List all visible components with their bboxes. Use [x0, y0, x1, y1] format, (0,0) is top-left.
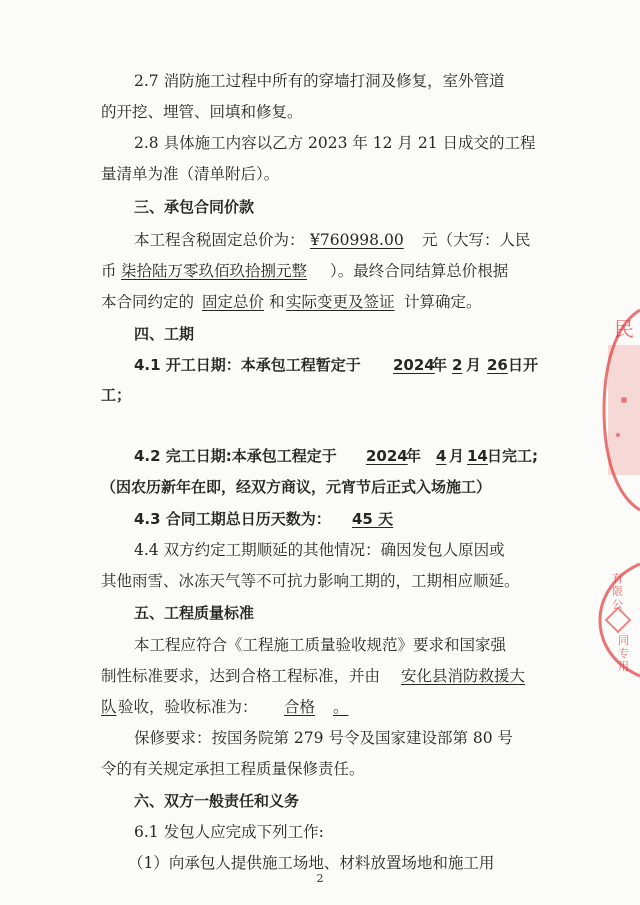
- acceptance-standard: 合格: [284, 698, 316, 716]
- para-4-4-line2: 其他雨雪、冰冻天气等不可抗力影响工期的，工期相应顺延。: [101, 572, 520, 590]
- para-6-1: 6.1 发包人应完成下列工作:: [134, 823, 324, 841]
- seal-text-top: 民: [614, 317, 634, 341]
- quality-line1: 本工程应符合《工程施工质量验收规范》要求和国家强: [134, 636, 507, 654]
- seal-text-mid2: 同专用: [618, 634, 629, 673]
- section-3-heading: 三、承包合同价款: [134, 198, 255, 216]
- para-6-1-item1: （1）向承包人提供施工场地、材料放置场地和施工用: [128, 854, 495, 872]
- para-4-1-line1: 4.1 开工日期：本承包工程暂定于 2024 年 2 月 26 日开: [134, 356, 539, 374]
- para-4-2-line2: （因农历新年在即，经双方商议，元宵节后正式入场施工）: [101, 478, 492, 496]
- warranty-line1: 保修要求：按国务院第 279 号令及国家建设部第 80 号: [134, 729, 514, 747]
- warranty-line2: 令的有关规定承担工程质量保修责任。: [101, 760, 365, 778]
- section-5-heading: 五、工程质量标准: [134, 604, 255, 622]
- para-2-8-line1: 2.8 具体施工内容以乙方 2023 年 12 月 21 日成交的工程: [134, 134, 536, 152]
- para-4-1-line2: 工；: [101, 386, 132, 404]
- total-days: 45 天: [352, 510, 394, 528]
- price-value: ¥760998.00: [310, 231, 404, 249]
- section-6-heading: 六、双方一般责任和义务: [134, 792, 300, 810]
- price-in-words: 柒拾陆万零玖佰玖拾捌元整: [121, 262, 308, 280]
- seal-text-mid1: 有限公: [612, 572, 623, 611]
- para-2-7-line2: 的开挖、埋管、回填和修复。: [101, 103, 303, 121]
- price-line2: 币 柒拾陆万零玖佰玖拾捌元整 ）。最终合同结算总价根据: [0, 256, 640, 286]
- para-4-2-line1: 4.2 完工日期:本承包工程定于 2024 年 4 月 14 日完工;: [134, 447, 538, 465]
- quality-line3: 队 验收，验收标准为： 合格 。: [0, 692, 640, 722]
- para-2-7-line1: 2.7 消防施工过程中所有的穿墙打洞及修复，室外管道: [134, 72, 505, 90]
- section-4-heading: 四、工期: [134, 325, 195, 343]
- para-4-4-line1: 4.4 双方约定工期顺延的其他情况：确因发包人原因或: [134, 541, 505, 559]
- price-line1: 本工程含税固定总价为： ¥760998.00 元（大写：人民: [0, 225, 640, 255]
- para-2-8-line2: 量清单为准（清单附后）。: [101, 165, 280, 183]
- para-4-3: 4.3 合同工期总日历天数为： 45 天: [0, 504, 640, 534]
- quality-line2: 制性标准要求，达到合格工程标准，并由 安化县消防救援大: [101, 667, 526, 685]
- price-line3: 本合同约定的 固定总价 和 实际变更及签证 计算确定。: [101, 293, 482, 311]
- page-number: 2: [316, 872, 324, 885]
